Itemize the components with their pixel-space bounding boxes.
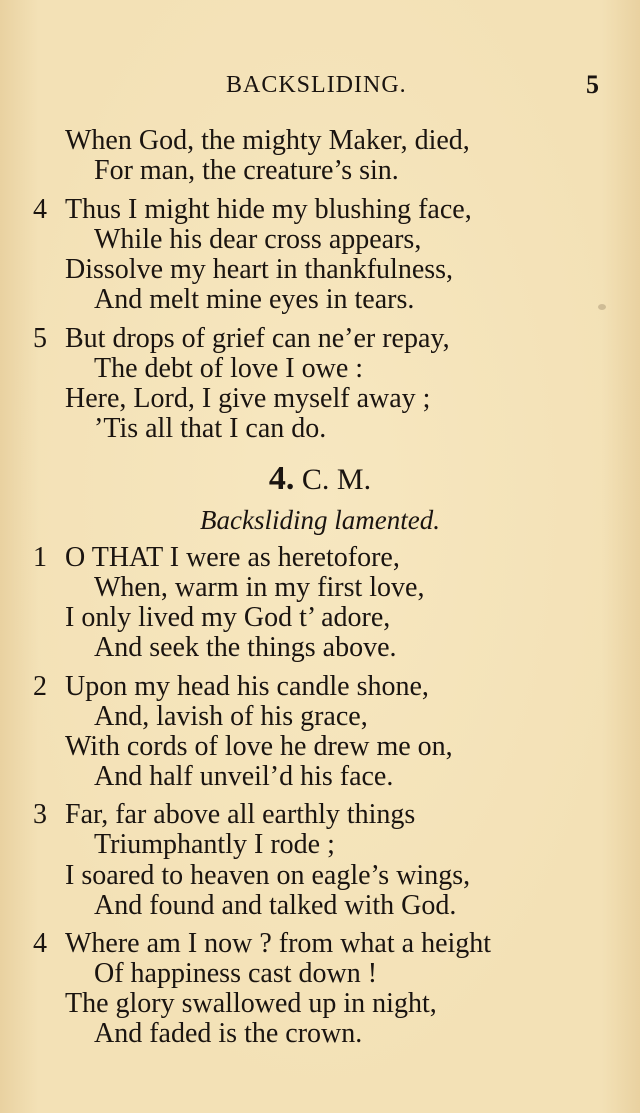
- verse-line: And, lavish of his grace,: [94, 701, 368, 732]
- verse-line: Triumphantly I rode ;: [94, 829, 335, 860]
- paper-stain: [598, 304, 606, 310]
- verse-line: And half unveil’d his face.: [94, 761, 394, 792]
- verse-line: With cords of love he drew me on,: [65, 731, 453, 762]
- verse-number: 3: [33, 799, 47, 830]
- hymn-title: Backsliding lamented.: [200, 505, 440, 535]
- hymn-meter: C. M.: [301, 463, 372, 496]
- verse-line: When, warm in my first love,: [94, 572, 425, 603]
- running-head: BACKSLIDING.: [226, 72, 407, 98]
- verse-line: The debt of love I owe :: [94, 353, 364, 384]
- verse-line: But drops of grief can ne’er repay,: [65, 323, 450, 354]
- verse-line: And seek the things above.: [94, 632, 397, 663]
- hymn-number: 4.: [268, 460, 295, 497]
- verse-number: 1: [33, 542, 47, 573]
- verse-line: And faded is the crown.: [94, 1018, 363, 1049]
- hymn-heading: [0, 462, 640, 497]
- verse-line: ’Tis all that I can do.: [94, 413, 327, 444]
- verse-line: And found and talked with God.: [94, 890, 457, 921]
- continuation-line: For man, the creature’s sin.: [94, 155, 399, 186]
- verse-line: O THAT I were as heretofore,: [65, 542, 400, 573]
- verse-number: 2: [33, 671, 47, 702]
- verse-line: Dissolve my heart in thankfulness,: [65, 254, 454, 285]
- verse-line: I soared to heaven on eagle’s wings,: [65, 860, 471, 891]
- verse-line: While his dear cross appears,: [94, 224, 422, 255]
- verse-line: Upon my head his candle shone,: [65, 671, 429, 702]
- verse-line: The glory swallowed up in night,: [65, 988, 437, 1019]
- verse-line: I only lived my God t’ adore,: [65, 602, 391, 633]
- verse-line: And melt mine eyes in tears.: [94, 284, 415, 315]
- continuation-line: When God, the mighty Maker, died,: [65, 125, 470, 156]
- verse-number: 4: [33, 928, 47, 959]
- page-header: [0, 72, 640, 106]
- page-number: 5: [586, 70, 599, 99]
- verse-number: 4: [33, 194, 47, 225]
- verse-line: Of happiness cast down !: [94, 958, 378, 989]
- verse-line: Where am I now ? from what a height: [65, 928, 492, 959]
- verse-number: 5: [33, 323, 47, 354]
- verse-line: Thus I might hide my blushing face,: [65, 194, 472, 225]
- verse-line: Here, Lord, I give myself away ;: [65, 383, 431, 414]
- verse-line: Far, far above all earthly things: [65, 799, 416, 830]
